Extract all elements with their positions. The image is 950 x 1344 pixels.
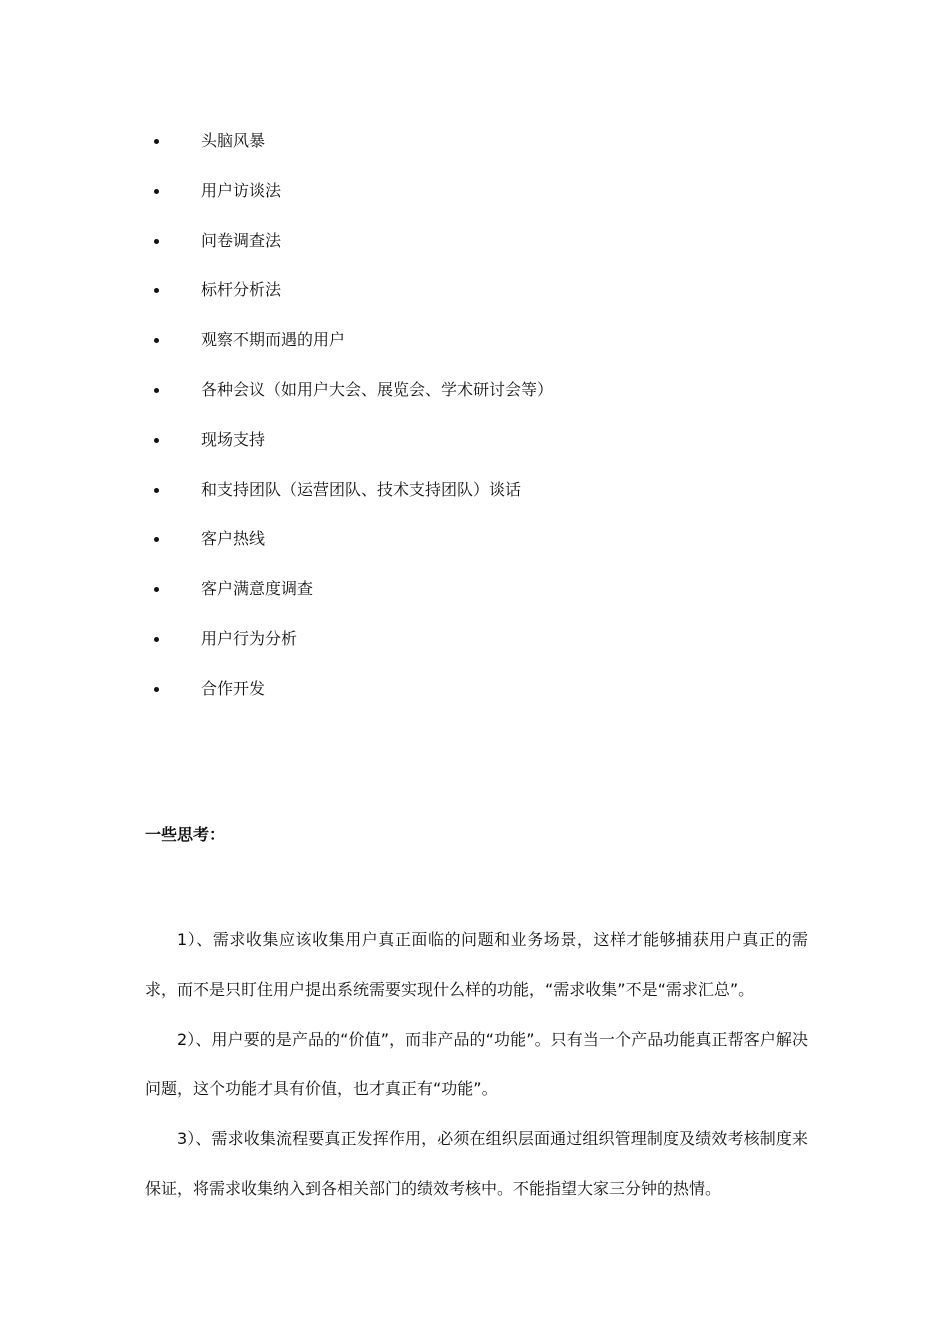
list-item — [0, 272, 950, 322]
list-item — [0, 322, 950, 372]
list-item-text: 客户热线 — [201, 529, 266, 549]
list-item-text: 各种会议（如用户大会、展览会、学术研讨会等） — [201, 379, 554, 399]
list-item — [0, 521, 950, 571]
bullet-icon — [154, 637, 159, 642]
list-item-text: 观察不期而遇的用户 — [201, 330, 346, 350]
list-item — [0, 123, 950, 173]
bullet-icon — [154, 239, 159, 244]
list-item-text: 用户访谈法 — [201, 180, 282, 200]
list-item-text: 合作开发 — [201, 678, 266, 698]
list-item-text: 现场支持 — [201, 429, 266, 449]
requirement-methods-list — [0, 123, 950, 721]
list-item — [0, 372, 950, 422]
list-item — [0, 422, 950, 472]
bullet-icon — [154, 587, 159, 592]
section-heading: 一些思考： — [145, 825, 226, 844]
bullet-icon — [154, 687, 159, 692]
list-item — [0, 621, 950, 671]
list-item-text: 用户行为分析 — [201, 628, 298, 648]
list-item — [0, 671, 950, 721]
thoughts-section — [145, 915, 808, 1214]
list-item — [0, 472, 950, 522]
list-item-text: 标杆分析法 — [201, 280, 282, 300]
list-item-text: 和支持团队（运营团队、技术支持团队）谈话 — [201, 479, 522, 499]
list-item — [0, 173, 950, 223]
thought-paragraph-2: 2）、用户要的是产品的“价值”，而非产品的“功能”。只有当一个产品功能真正帮客户解决问题，这个功能才具有价值，也才真正有“功能”。 — [145, 1029, 808, 1099]
bullet-icon — [154, 388, 159, 393]
bullet-icon — [154, 488, 159, 493]
list-item-text: 头脑风暴 — [201, 131, 266, 150]
bullet-icon — [154, 537, 159, 542]
bullet-icon — [154, 189, 159, 194]
thought-paragraph-3: 3）、需求收集流程要真正发挥作用，必须在组织层面通过组织管理制度及绩效考核制度来保证，将需求收集纳入到各相关部门的绩效考核中。不能指望大家三分钟的热情。 — [145, 1129, 808, 1198]
bullet-icon — [154, 438, 159, 443]
thought-paragraph-1: 1）、需求收集应该收集用户真正面临的问题和业务场景，这样才能够捕获用户真正的需求，而不是只盯住用户提出系统需要实现什么样的功能，“需求收集”不是“需求汇总”。 — [145, 930, 808, 999]
bullet-icon — [154, 139, 159, 144]
list-item — [0, 223, 950, 273]
list-item-text: 客户满意度调查 — [201, 579, 314, 599]
bullet-icon — [154, 338, 159, 343]
list-item-text: 问卷调查法 — [201, 230, 282, 250]
list-item — [0, 571, 950, 621]
bullet-icon — [154, 288, 159, 293]
